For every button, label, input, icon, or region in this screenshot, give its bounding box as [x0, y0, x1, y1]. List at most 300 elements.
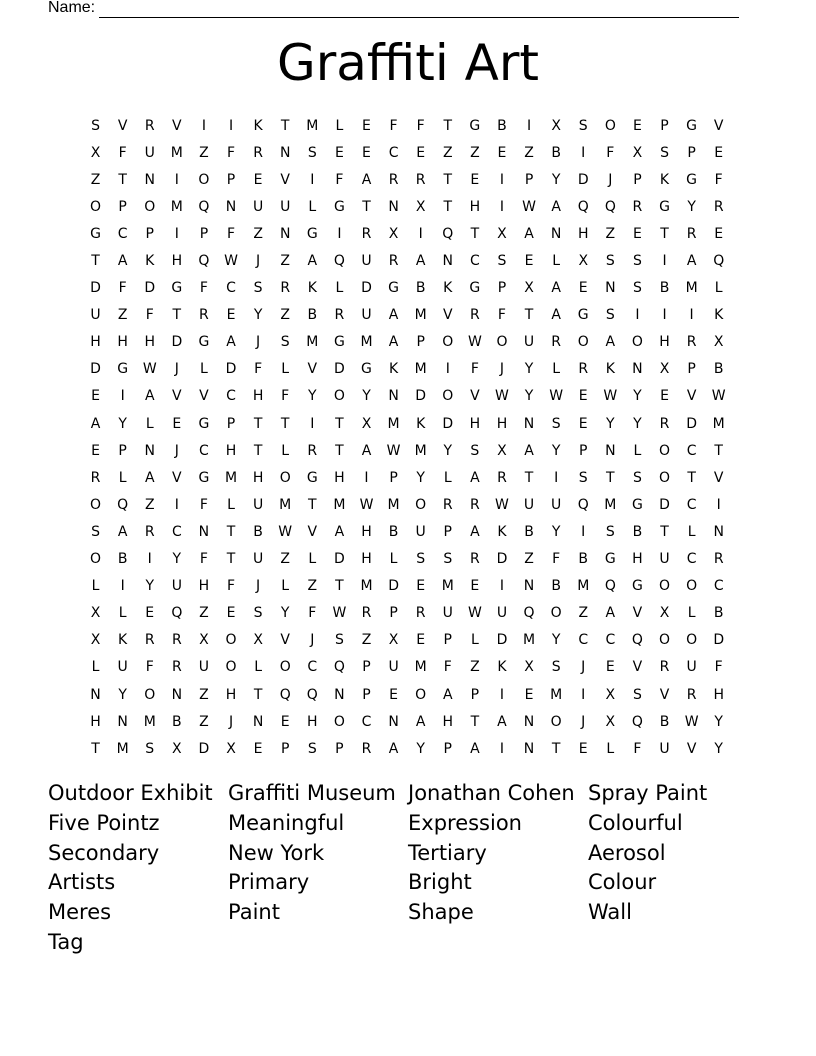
grid-cell: R [199, 307, 209, 324]
grid-cell: H [171, 253, 183, 270]
grid-cell: E [470, 171, 480, 188]
grid-cell: M [577, 578, 590, 595]
grid-cell: D [577, 171, 589, 188]
grid-cell: E [416, 144, 426, 161]
grid-cell: G [306, 469, 318, 486]
grid-cell: C [307, 659, 318, 676]
grid-cell: M [414, 659, 427, 676]
grid-cell: I [499, 198, 505, 215]
grid-cell: A [415, 253, 426, 270]
grid-cell: H [117, 334, 128, 351]
grid-cell: Y [253, 307, 263, 324]
grid-cell: R [442, 496, 453, 513]
grid-cell: L [254, 659, 263, 676]
grid-cell: Y [308, 388, 317, 405]
grid-cell: I [581, 523, 586, 540]
grid-cell: T [443, 117, 453, 134]
grid-cell: P [633, 171, 642, 188]
grid-cell: M [360, 334, 373, 351]
grid-cell: M [224, 469, 238, 486]
grid-cell: M [523, 632, 536, 649]
grid-cell: F [145, 659, 154, 676]
grid-cell: R [659, 415, 670, 432]
grid-cell: X [172, 740, 182, 757]
grid-cell: Y [118, 686, 127, 703]
grid-cell: U [686, 659, 697, 676]
grid-cell: L [281, 361, 290, 378]
grid-cell: R [551, 334, 561, 351]
grid-cell: X [632, 144, 643, 161]
grid-cell: P [362, 686, 371, 703]
grid-cell: Q [333, 659, 345, 676]
word-list-item: Spray Paint [588, 781, 708, 805]
grid-cell: Y [551, 171, 561, 188]
grid-cell: E [362, 144, 371, 161]
grid-cell: J [608, 171, 613, 188]
grid-cell: H [361, 523, 372, 540]
grid-cell: F [416, 117, 425, 134]
grid-cell: U [252, 496, 264, 513]
grid-cell: V [280, 632, 290, 649]
grid-cell: R [686, 686, 697, 703]
grid-cell: U [415, 523, 426, 540]
grid-cell: L [91, 659, 100, 676]
word-list-item: Shape [408, 900, 474, 925]
grid-cell: I [581, 686, 586, 703]
grid-cell: Y [633, 415, 642, 432]
grid-cell: Y [280, 605, 290, 622]
grid-cell: H [469, 415, 481, 432]
grid-cell: Z [470, 659, 480, 676]
grid-cell: R [632, 198, 643, 215]
grid-cell: U [280, 198, 291, 215]
grid-cell: U [198, 659, 210, 676]
grid-cell: U [361, 253, 372, 270]
grid-cell: E [91, 388, 100, 405]
grid-cell: P [118, 198, 127, 215]
grid-cell: N [523, 740, 535, 757]
grid-cell: B [497, 117, 507, 134]
grid-cell: X [497, 442, 507, 459]
grid-cell: C [171, 523, 182, 540]
word-list-item: Jonathan Cohen [408, 781, 575, 805]
grid-cell: X [578, 253, 589, 270]
grid-cell: F [281, 388, 290, 405]
grid-cell: U [442, 605, 453, 622]
grid-cell: G [388, 280, 399, 297]
grid-cell: N [198, 523, 210, 540]
word-list-item: Colour [588, 870, 657, 895]
word-list-item: Meaningful [228, 810, 345, 835]
grid-cell: J [228, 713, 234, 730]
grid-cell: U [659, 551, 670, 568]
grid-cell: F [714, 171, 723, 188]
grid-cell: F [254, 361, 263, 378]
grid-cell: D [144, 280, 156, 297]
grid-cell: J [310, 632, 315, 649]
grid-cell: I [499, 578, 505, 595]
grid-cell: A [524, 225, 534, 242]
grid-cell: O [144, 198, 156, 215]
grid-cell: S [280, 334, 290, 351]
grid-cell: W [467, 334, 482, 351]
grid-cell: C [686, 442, 697, 459]
grid-cell: I [174, 171, 179, 188]
grid-cell: A [307, 253, 318, 270]
grid-cell: K [659, 171, 670, 188]
grid-cell: Q [198, 253, 210, 270]
grid-cell: Q [442, 225, 454, 242]
grid-cell: T [172, 307, 182, 324]
grid-cell: O [442, 334, 454, 351]
grid-cell: Y [687, 198, 696, 215]
grid-cell: N [605, 442, 616, 459]
grid-cell: R [713, 198, 724, 215]
grid-cell: P [145, 225, 154, 242]
grid-cell: E [226, 307, 236, 324]
grid-cell: S [632, 253, 642, 270]
grid-cell: A [497, 713, 507, 730]
grid-cell: R [686, 225, 697, 242]
grid-cell: I [445, 361, 450, 378]
grid-cell: T [470, 225, 480, 242]
grid-cell: U [90, 307, 101, 324]
word-list-item: New York [228, 840, 325, 865]
grid-cell: E [280, 713, 290, 730]
grid-cell: M [685, 280, 698, 297]
grid-cell: D [496, 551, 508, 568]
grid-cell: Q [279, 686, 291, 703]
grid-cell: I [174, 225, 179, 242]
grid-cell: Q [333, 253, 345, 270]
grid-cell: V [470, 388, 480, 405]
grid-cell: I [147, 551, 152, 568]
grid-cell: A [388, 307, 399, 324]
grid-cell: B [659, 713, 670, 730]
grid-cell: N [252, 713, 264, 730]
grid-cell: X [90, 144, 101, 161]
grid-cell: F [633, 740, 642, 757]
grid-cell: A [686, 253, 697, 270]
grid-cell: X [605, 713, 616, 730]
grid-cell: X [388, 632, 399, 649]
grid-cell: W [549, 388, 564, 405]
grid-cell: J [581, 713, 586, 730]
grid-cell: W [522, 198, 536, 215]
grid-cell: A [605, 334, 616, 351]
grid-cell: P [226, 171, 236, 188]
grid-cell: B [172, 713, 182, 730]
grid-cell: V [686, 388, 697, 405]
grid-cell: M [414, 442, 427, 459]
grid-cell: E [578, 415, 588, 432]
grid-cell: W [711, 388, 726, 405]
grid-cell: T [660, 225, 669, 242]
grid-cell: T [118, 171, 127, 188]
grid-cell: B [307, 307, 318, 324]
word-list [48, 779, 768, 958]
grid-cell: Z [280, 253, 290, 270]
grid-cell: A [442, 686, 453, 703]
grid-cell: Y [524, 388, 534, 405]
grid-cell: R [307, 442, 318, 459]
grid-cell: H [632, 551, 643, 568]
word-list-item: Bright [408, 870, 472, 895]
grid-cell: I [201, 117, 206, 134]
grid-cell: Z [199, 144, 209, 161]
grid-cell: Y [633, 388, 642, 405]
grid-cell: I [499, 171, 505, 188]
grid-cell: F [145, 307, 154, 324]
grid-cell: O [225, 632, 237, 649]
grid-cell: N [713, 523, 724, 540]
grid-cell: Y [172, 551, 182, 568]
grid-cell: E [334, 144, 344, 161]
grid-cell: O [604, 117, 616, 134]
grid-cell: M [333, 496, 346, 513]
grid-cell: O [659, 442, 671, 459]
grid-cell: I [689, 307, 694, 324]
grid-cell: V [172, 117, 182, 134]
grid-cell: T [253, 686, 263, 703]
grid-cell: D [713, 632, 725, 649]
word-list-item: Colourful [588, 810, 683, 835]
grid-cell: Q [631, 632, 643, 649]
grid-cell: N [171, 686, 183, 703]
grid-cell: G [117, 361, 129, 378]
grid-cell: W [684, 713, 699, 730]
grid-cell: P [335, 740, 344, 757]
grid-cell: Z [199, 686, 209, 703]
word-list-item: Tertiary [408, 840, 487, 865]
grid-cell: R [280, 280, 291, 297]
grid-cell: U [523, 334, 535, 351]
grid-cell: G [198, 334, 210, 351]
grid-cell: J [256, 578, 261, 595]
grid-cell: Y [714, 740, 723, 757]
grid-cell: H [225, 686, 237, 703]
grid-cell: T [687, 469, 696, 486]
grid-cell: A [470, 469, 480, 486]
grid-cell: F [497, 307, 506, 324]
grid-cell: R [144, 632, 155, 649]
grid-cell: P [443, 632, 452, 649]
grid-cell: V [307, 523, 318, 540]
grid-cell: T [280, 415, 290, 432]
grid-cell: N [523, 415, 535, 432]
grid-cell: O [333, 388, 345, 405]
grid-cell: H [496, 415, 508, 432]
grid-cell: F [199, 496, 208, 513]
grid-cell: H [659, 334, 670, 351]
grid-cell: P [362, 659, 371, 676]
grid-cell: Q [171, 605, 183, 622]
grid-cell: S [416, 551, 426, 568]
grid-cell: U [252, 198, 264, 215]
grid-cell: H [198, 578, 210, 595]
grid-cell: B [388, 523, 399, 540]
grid-cell: F [226, 578, 236, 595]
grid-cell: I [526, 117, 532, 134]
grid-cell: L [145, 415, 154, 432]
grid-cell: D [90, 280, 101, 297]
grid-cell: M [279, 496, 292, 513]
grid-cell: S [443, 551, 453, 568]
grid-cell: P [470, 686, 480, 703]
grid-cell: A [361, 442, 372, 459]
grid-cell: S [605, 307, 615, 324]
grid-cell: G [333, 198, 345, 215]
grid-cell: R [144, 523, 155, 540]
grid-cell: V [117, 117, 128, 134]
grid-cell: X [713, 334, 724, 351]
grid-cell: F [389, 117, 398, 134]
grid-cell: P [226, 415, 236, 432]
grid-cell: R [415, 171, 426, 188]
grid-cell: X [90, 605, 101, 622]
grid-cell: Y [416, 740, 425, 757]
grid-cell: H [442, 713, 454, 730]
grid-cell: S [470, 442, 480, 459]
grid-cell: X [524, 280, 534, 297]
grid-cell: E [416, 632, 426, 649]
grid-cell: F [226, 225, 236, 242]
grid-cell: F [470, 361, 479, 378]
grid-cell: X [253, 632, 263, 649]
grid-cell: M [116, 740, 129, 757]
grid-cell: R [144, 117, 155, 134]
word-list-item: Expression [408, 810, 522, 835]
grid-cell: U [361, 307, 372, 324]
grid-cell: T [280, 117, 290, 134]
grid-cell: M [360, 578, 373, 595]
grid-cell: G [631, 578, 643, 595]
grid-cell: Y [551, 523, 561, 540]
grid-cell: M [550, 686, 563, 703]
grid-cell: D [686, 415, 697, 432]
grid-cell: H [252, 469, 264, 486]
grid-cell: Q [198, 198, 210, 215]
grid-cell: S [632, 469, 642, 486]
grid-cell: D [361, 280, 372, 297]
grid-cell: T [551, 740, 561, 757]
letter-grid [82, 112, 732, 762]
grid-cell: H [144, 334, 155, 351]
grid-cell: H [577, 225, 589, 242]
grid-cell: X [388, 225, 399, 242]
word-list-item: Artists [48, 870, 116, 895]
grid-cell: T [308, 496, 317, 513]
word-list-item: Primary [228, 870, 310, 895]
grid-cell: F [118, 280, 127, 297]
grid-cell: T [470, 713, 480, 730]
grid-cell: S [145, 740, 155, 757]
grid-cell: V [632, 605, 643, 622]
grid-cell: Z [199, 713, 209, 730]
grid-cell: H [307, 713, 318, 730]
grid-cell: P [497, 280, 507, 297]
grid-cell: A [144, 388, 155, 405]
grid-cell: E [660, 388, 669, 405]
grid-cell: N [225, 198, 237, 215]
grid-cell: L [308, 551, 317, 568]
word-list-item: Tag [48, 929, 84, 954]
grid-cell: T [253, 442, 263, 459]
grid-cell: A [605, 605, 616, 622]
grid-cell: T [524, 307, 534, 324]
grid-cell: E [145, 605, 155, 622]
grid-cell: K [388, 361, 399, 378]
grid-cell: B [551, 578, 561, 595]
grid-cell: O [442, 388, 454, 405]
grid-cell: Z [578, 605, 589, 622]
grid-cell: T [606, 469, 615, 486]
grid-cell: U [252, 551, 264, 568]
grid-cell: S [605, 523, 615, 540]
grid-cell: C [199, 442, 209, 459]
grid-cell: M [712, 415, 725, 432]
grid-cell: P [443, 740, 452, 757]
grid-cell: I [554, 469, 559, 486]
grid-cell: U [659, 740, 670, 757]
grid-cell: A [524, 442, 534, 459]
grid-cell: V [713, 469, 724, 486]
grid-cell: A [90, 415, 101, 432]
grid-cell: B [659, 280, 670, 297]
grid-cell: D [415, 388, 427, 405]
grid-cell: Z [442, 144, 453, 161]
grid-cell: K [416, 415, 426, 432]
grid-cell: O [279, 659, 291, 676]
grid-cell: R [388, 253, 399, 270]
grid-cell: C [686, 496, 697, 513]
grid-cell: P [443, 523, 452, 540]
grid-cell: G [686, 171, 698, 188]
grid-cell: L [552, 361, 561, 378]
grid-cell: F [443, 659, 452, 676]
grid-cell: G [361, 361, 372, 378]
grid-cell: C [226, 280, 236, 297]
grid-cell: Z [470, 144, 480, 161]
grid-cell: B [578, 551, 589, 568]
grid-cell: Z [605, 225, 616, 242]
grid-cell: R [361, 740, 372, 757]
grid-cell: Z [524, 144, 534, 161]
grid-cell: Q [631, 713, 643, 730]
grid-cell: Q [604, 578, 616, 595]
grid-cell: T [443, 198, 453, 215]
grid-cell: W [495, 496, 509, 513]
grid-cell: Y [362, 388, 371, 405]
grid-cell: V [659, 686, 670, 703]
grid-cell: S [578, 469, 588, 486]
grid-cell: S [334, 632, 344, 649]
grid-cell: G [198, 415, 210, 432]
grid-cell: L [687, 523, 696, 540]
grid-cell: A [334, 523, 345, 540]
grid-cell: O [659, 578, 671, 595]
word-list-item: Five Pointz [48, 810, 160, 835]
grid-cell: O [659, 469, 671, 486]
grid-cell: N [442, 253, 453, 270]
grid-cell: L [633, 442, 642, 459]
grid-cell: R [415, 605, 426, 622]
grid-cell: Z [117, 307, 128, 324]
grid-cell: P [579, 442, 588, 459]
grid-cell: E [253, 740, 263, 757]
grid-cell: W [359, 496, 374, 513]
grid-cell: F [199, 280, 208, 297]
